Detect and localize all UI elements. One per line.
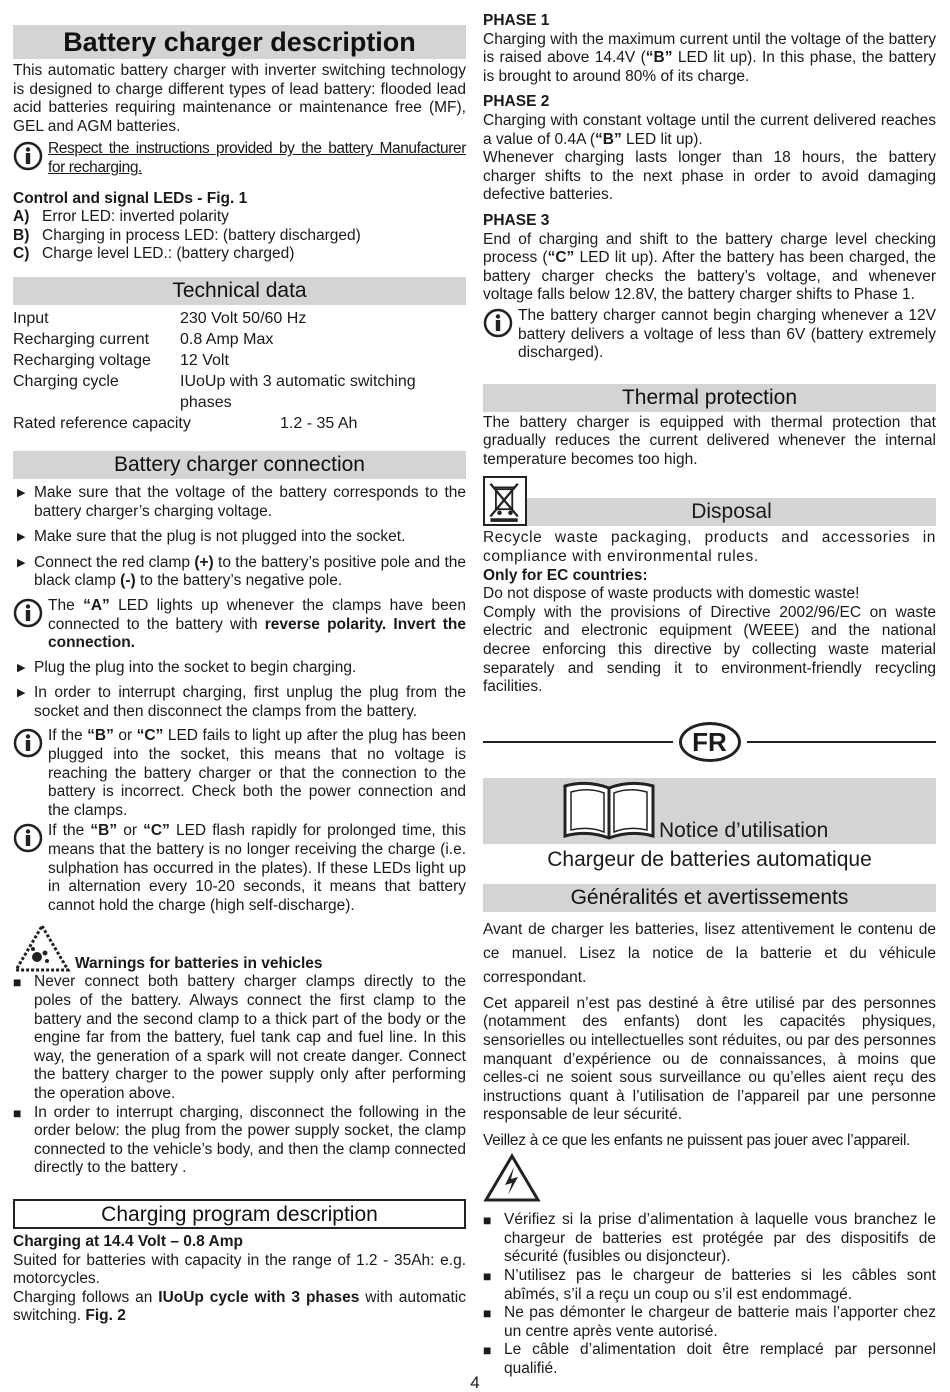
phase3-note: [483, 307, 936, 363]
list-item-text: Make sure that the plug is not plugged into the socket.: [34, 528, 406, 546]
phase3-text: End of charging and shift to the battery charge level checking process (“C” LED lit up). After the battery has been charged, the battery charger checks the battery’s voltage, and whenever voltage falls below 12.8V, the battery charger shifts to Phase 1.: [483, 230, 936, 304]
ec-heading: Only for EC countries:: [483, 566, 648, 584]
section-title-generalites: Généralités et avertissements: [483, 884, 936, 912]
square-bullet-icon: ■: [13, 974, 22, 991]
square-bullet-icon: ■: [483, 1212, 492, 1229]
list-item: [13, 684, 466, 721]
list-item-text: Make sure that the voltage of the battery corresponds to the battery charger’s charging voltage.: [34, 483, 466, 520]
info-icon: [13, 598, 43, 628]
phase1-heading: PHASE 1: [483, 12, 550, 29]
table-key: [13, 392, 180, 413]
section-title-program: Charging program description: [13, 1199, 466, 1229]
list-item-text: Ne pas démonter le chargeur de batterie mais l’apporter chez un centre après vente autorisé.: [504, 1304, 936, 1340]
arrow-bullet-icon: ▶: [17, 486, 26, 499]
list-item: [483, 1341, 936, 1378]
polarity-note: [13, 597, 466, 653]
table-value: 230 Volt 50/60 Hz: [180, 309, 307, 327]
led-key: B): [13, 226, 30, 244]
program-subheading: Charging at 14.4 Volt – 0.8 Amp: [13, 1232, 243, 1250]
table-value: phases: [180, 393, 232, 411]
arrow-bullet-icon: ▶: [17, 687, 26, 700]
led-item: [13, 245, 466, 264]
table-key: Input: [13, 309, 49, 327]
sulphation-note: [13, 822, 466, 915]
section-title-thermal: Thermal protection: [483, 384, 936, 412]
leds-heading: Control and signal LEDs - Fig. 1: [13, 189, 248, 207]
list-item-text: In order to interrupt charging, first unplug the plug from the socket and then disconnect the clamps from the battery.: [34, 684, 466, 720]
phase2-text: Charging with constant voltage until the current delivered reaches a value of 0.4A (“B” LED lit up).: [483, 111, 936, 148]
disposal-header: [483, 476, 936, 526]
leds-list: [13, 208, 466, 264]
phase3-note-text: The battery charger cannot begin charging whenever a 12V battery delivers a voltage of less than 6V (battery extremely discharged).: [518, 306, 936, 362]
notice-subtitle: Chargeur de batteries automatique: [547, 847, 872, 871]
list-item-text: Never connect both battery charger clamps directly to the poles of the battery. Always connect the first clamp to the battery and the second clamp to a thick part of the body or the engine far from the battery, fuel tank cap and fuel line. In this way, the generation of a spark will not create danger. Connect the battery charger to the power supply only after performing the operation above.: [34, 973, 466, 1102]
square-bullet-icon: ■: [13, 1104, 22, 1121]
led-key: C): [13, 245, 30, 263]
list-item: [483, 1211, 936, 1267]
table-key: Recharging voltage: [13, 351, 151, 369]
disposal-text-3: Comply with the provisions of Directive 2002/96/EC on waste electric and electronic equipment (WEEE) and the national decree enforcing this directive by collecting waste material separately and sending it to environment-friendly recycling facilities.: [483, 603, 936, 696]
program-paragraph: Suited for batteries with capacity in the range of 1.2 - 35Ah: e.g. motorcycles.: [13, 1251, 466, 1288]
phase2-heading: PHASE 2: [483, 93, 550, 111]
disposal-text: Recycle waste packaging, products and accessories in compliance with environmental rules.: [483, 529, 936, 566]
led-item: [13, 208, 466, 227]
section-title-connection: Battery charger connection: [13, 451, 466, 479]
divider-line: [747, 741, 937, 743]
language-badge: FR: [679, 722, 741, 762]
connection-steps-2: [13, 659, 466, 722]
generalites-bullets: [483, 1211, 936, 1378]
info-icon: [13, 141, 43, 171]
table-row: [13, 371, 466, 392]
table-key: Rated reference capacity: [13, 414, 191, 432]
explosion-warning-icon: [13, 923, 71, 973]
warnings-list: [13, 973, 466, 1178]
list-item-text: Vérifiez si la prise d’alimentation à laquelle vous branchez le chargeur de batteries est protégée par des dispositifs de sécurité (fusibles ou disjoncteur).: [504, 1211, 936, 1266]
list-item: [13, 659, 466, 678]
sulphation-note-text: If the “B” or “C” LED flash rapidly for prolonged time, this means that the battery is no longer receiving the charge (i.e. sulphation has occurred in the plates). If these LEDs light up in alternation every 10-20 seconds, it means that battery cannot hold the charge (high self-discharge).: [48, 822, 466, 914]
table-value: IUoUp with 3 automatic switching: [180, 372, 416, 390]
polarity-note-text: The “A” LED lights up whenever the clamps have been connected to the battery with reverse polarity. Invert the connection.: [48, 596, 467, 652]
info-icon: [13, 823, 43, 853]
program-cycle-paragraph: Charging follows an IUoUp cycle with 3 phases with automatic switching. Fig. 2: [13, 1288, 466, 1325]
thermal-text: The battery charger is equipped with thermal protection that gradually reduces the current delivered whenever the internal temperature becomes too high.: [483, 413, 936, 468]
arrow-bullet-icon: ▶: [17, 661, 26, 674]
phase1-text: Charging with the maximum current until the voltage of the battery is raised above 14.4V (“B” LED lit up). In this phase, the battery is brought to around 80% of its charge.: [483, 30, 936, 85]
right-column: [483, 12, 936, 1379]
page-number: 4: [470, 1373, 480, 1392]
table-value: 12 Volt: [180, 351, 229, 369]
open-book-icon: [561, 778, 657, 844]
list-item-text: Le câble d’alimentation doit être remplacé par personnel qualifié.: [504, 1341, 936, 1377]
table-row: [13, 392, 466, 413]
arrow-bullet-icon: ▶: [17, 531, 26, 544]
arrow-bullet-icon: ▶: [17, 556, 26, 569]
list-item: [483, 1267, 936, 1304]
phase3-heading: PHASE 3: [483, 211, 550, 229]
list-item-text: N’utilisez pas le chargeur de batteries si les câbles sont abîmés, s’il a reçu un coup ou s’il est endommagé.: [504, 1266, 936, 1303]
info-icon: [483, 308, 513, 338]
list-item-text: Plug the plug into the socket to begin charging.: [34, 658, 357, 676]
table-value: 1.2 - 35 Ah: [280, 414, 358, 432]
electric-shock-warning-icon: [483, 1153, 541, 1203]
led-text: Error LED: inverted polarity: [42, 208, 229, 226]
no-voltage-note-text: If the “B” or “C” LED fails to light up after the plug has been plugged into the socket, this means that no voltage is reaching the battery charger or that the connection to the battery is incorrect. Check both the power connection and the clamps.: [48, 727, 466, 819]
table-value: 0.8 Amp Max: [180, 330, 274, 348]
generalites-text-3: Veillez à ce que les enfants ne puissent pas jouer avec l’appareil.: [483, 1131, 911, 1149]
notice-title: Notice d’utilisation: [659, 818, 829, 842]
section-title-technical: Technical data: [13, 277, 466, 305]
phase2-text-2: Whenever charging lasts longer than 18 hours, the battery charger shifts to the next phase in order to avoid damaging defective batteries.: [483, 149, 936, 204]
crossed-out-bin-icon: [483, 476, 527, 526]
no-voltage-note: [13, 727, 466, 820]
notice-header: [483, 778, 936, 844]
list-item: [483, 1304, 936, 1341]
led-text: Charging in process LED: (battery discharged): [42, 226, 361, 244]
led-key: A): [13, 208, 30, 226]
section-title-description: Battery charger description: [13, 25, 466, 59]
table-row: [13, 308, 466, 329]
warnings-heading-row: [13, 923, 466, 973]
language-divider: [483, 720, 936, 764]
led-text: Charge level LED.: (battery charged): [42, 245, 295, 263]
divider-line: [483, 741, 673, 743]
list-item-text: In order to interrupt charging, disconnect the following in the order below: the plug from the power supply socket, the clamp connected to the vehicle’s body, and then the clamp connected directly to the battery .: [34, 1103, 466, 1177]
list-item: [13, 484, 466, 521]
technical-table: [13, 308, 466, 434]
intro-paragraph: This automatic battery charger with inverter switching technology is designed to charge different types of lead battery: flooded lead acid batteries requiring maintenance or maintenance free (MF), GEL and AGM batteries.: [13, 62, 466, 135]
square-bullet-icon: ■: [483, 1267, 492, 1284]
warnings-heading: Warnings for batteries in vehicles: [75, 954, 323, 972]
list-item: [13, 1104, 466, 1178]
table-key: Charging cycle: [13, 372, 119, 390]
table-row: [13, 350, 466, 371]
manufacturer-note: [13, 140, 466, 177]
info-icon: [13, 728, 43, 758]
left-column: [13, 0, 466, 1326]
manufacturer-note-text: Respect the instructions provided by the battery Manufacturer for recharging.: [48, 140, 466, 176]
led-item: [13, 227, 466, 246]
section-title-disposal: Disposal: [691, 500, 772, 524]
list-item: [13, 554, 466, 591]
list-item: [13, 973, 466, 1103]
square-bullet-icon: ■: [483, 1305, 492, 1322]
generalites-text-1: Avant de charger les batteries, lisez attentivement le contenu de ce manuel. Lisez la notice de la batterie et du véhicule correspondant.: [483, 920, 936, 986]
generalites-text-2: Cet appareil n’est pas destiné à être utilisé par des personnes (notamment des enfants) dont les capacités physiques, sensorielles ou intellectuelles sont réduites, ou par des personnes manquant d’expérience ou de connaissances, à moins que celles-ci ne soient sous surveillance ou qu’elles aient reçu des instructions quant à l’utilisation de l’appareil par une personne responsable de leur sécurité.: [483, 994, 936, 1124]
connection-steps: [13, 484, 466, 591]
list-item-text: Connect the red clamp (+) to the battery’s positive pole and the black clamp (-) to the battery’s negative pole.: [34, 553, 466, 590]
table-key: Recharging current: [13, 330, 150, 348]
square-bullet-icon: ■: [483, 1342, 492, 1359]
table-row: [13, 329, 466, 350]
table-row: [13, 413, 466, 434]
list-item: [13, 528, 466, 547]
disposal-text-2: Do not dispose of waste products with domestic waste!: [483, 585, 860, 603]
